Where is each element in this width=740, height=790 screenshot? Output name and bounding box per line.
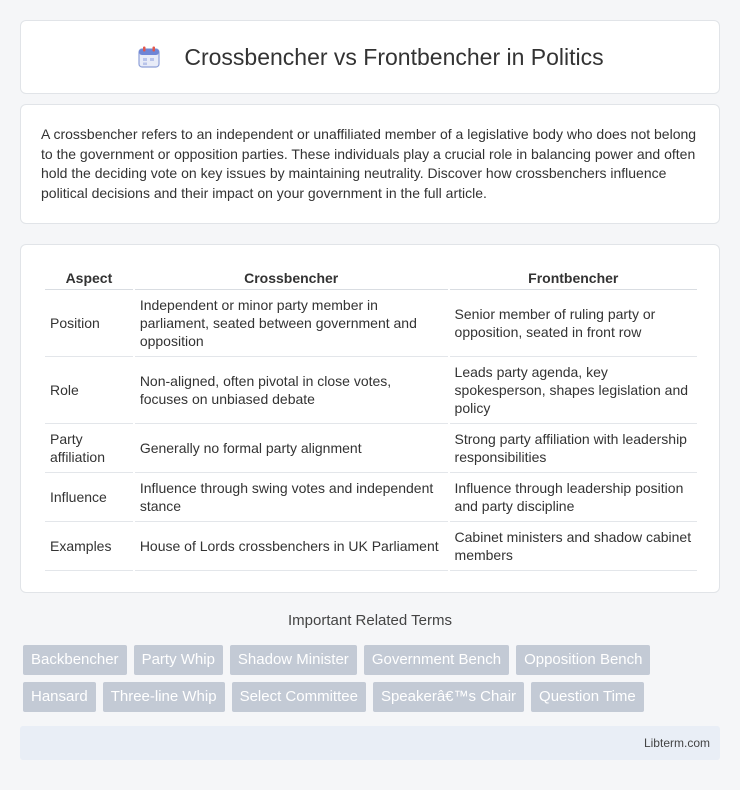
intro-card	[20, 104, 720, 224]
footer	[20, 726, 720, 760]
page-title: Crossbencher vs Frontbencher in Politics	[184, 43, 604, 70]
cell-crossbencher: Influence through swing votes and independent stance	[135, 473, 448, 522]
cell-frontbencher: Strong party affiliation with leadership responsibilities	[450, 424, 697, 473]
header-crossbencher: Crossbencher	[135, 265, 448, 290]
tag-row-1	[23, 645, 723, 675]
cell-aspect: Role	[45, 357, 133, 424]
tag-party-whip[interactable]: Party Whip	[134, 645, 223, 675]
table-row	[45, 473, 697, 522]
table-row	[45, 357, 697, 424]
tag-shadow-minister[interactable]: Shadow Minister	[230, 645, 357, 675]
tag-select-committee[interactable]: Select Committee	[232, 682, 366, 712]
cell-crossbencher: House of Lords crossbenchers in UK Parliament	[135, 522, 448, 571]
cell-crossbencher: Generally no formal party alignment	[135, 424, 448, 473]
tag-question-time[interactable]: Question Time	[531, 682, 644, 712]
cell-crossbencher: Non-aligned, often pivotal in close votes, focuses on unbiased debate	[135, 357, 448, 424]
tag-backbencher[interactable]: Backbencher	[23, 645, 127, 675]
cell-frontbencher: Leads party agenda, key spokesperson, shapes legislation and policy	[450, 357, 697, 424]
table-row	[45, 290, 697, 357]
tag-opposition-bench[interactable]: Opposition Bench	[516, 645, 650, 675]
cell-aspect: Influence	[45, 473, 133, 522]
comparison-table-card	[20, 244, 720, 593]
cell-frontbencher: Cabinet ministers and shadow cabinet members	[450, 522, 697, 571]
tag-three-line-whip[interactable]: Three-line Whip	[103, 682, 225, 712]
header-card	[20, 20, 720, 94]
intro-paragraph: A crossbencher refers to an independent or unaffiliated member of a legislative body who does not belong to the government or opposition parties. These individuals play a crucial role in balancing power and often hold the deciding vote on key issues by maintaining neutrality. Discover how crossbenchers influence political decisions and their impact on your government in the full article.	[41, 126, 697, 201]
tag-government-bench[interactable]: Government Bench	[364, 645, 509, 675]
cell-frontbencher: Senior member of ruling party or opposition, seated in front row	[450, 290, 697, 357]
related-terms-list	[23, 645, 723, 719]
cell-crossbencher: Independent or minor party member in parliament, seated between government and opposition	[135, 290, 448, 357]
comparison-table	[43, 265, 699, 571]
tag-speakers-chair[interactable]: Speakerâ€™s Chair	[373, 682, 524, 712]
tag-hansard[interactable]: Hansard	[23, 682, 96, 712]
table-row	[45, 522, 697, 571]
cell-frontbencher: Influence through leadership position and party discipline	[450, 473, 697, 522]
cell-aspect: Examples	[45, 522, 133, 571]
related-terms-title: Important Related Terms	[288, 612, 452, 629]
cell-aspect: Position	[45, 290, 133, 357]
table-header-row	[45, 265, 697, 290]
table-row	[45, 424, 697, 473]
header-frontbencher: Frontbencher	[450, 265, 697, 290]
cell-aspect: Party affiliation	[45, 424, 133, 473]
header-aspect: Aspect	[45, 265, 133, 290]
footer-brand-link[interactable]: Libterm.com	[643, 736, 710, 750]
calendar-icon	[136, 44, 162, 70]
tag-row-2	[23, 682, 723, 712]
